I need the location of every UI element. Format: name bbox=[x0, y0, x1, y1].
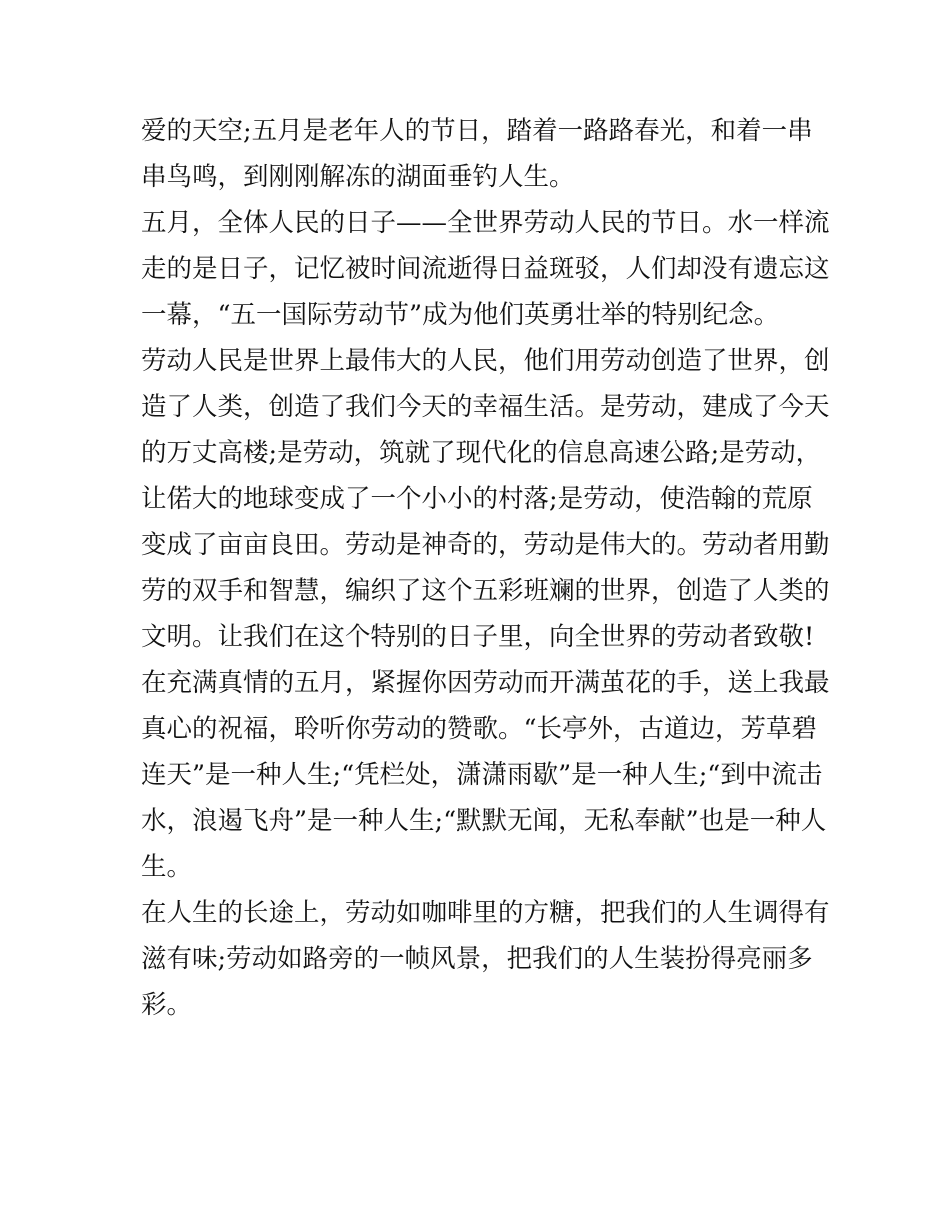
text-line: 串鸟鸣，到刚刚解冻的湖面垂钓人生。 bbox=[141, 162, 575, 192]
text-line: 五月，全体人民的日子——全世界劳动人民的节日。水一样流 bbox=[141, 208, 830, 238]
text-line: 劳动人民是世界上最伟大的人民，他们用劳动创造了世界，创 bbox=[141, 346, 830, 376]
text-line: 变成了亩亩良田。劳动是神奇的，劳动是伟大的。劳动者用勤 bbox=[141, 530, 830, 560]
document-body bbox=[141, 108, 830, 1028]
text-line: 彩。 bbox=[141, 990, 193, 1020]
text-line: 连天”是一种人生;“凭栏处，潇潇雨歇”是一种人生;“到中流击 bbox=[141, 760, 823, 790]
text-line: 生。 bbox=[141, 852, 193, 882]
text-line: 在充满真情的五月，紧握你因劳动而开满茧花的手，送上我最 bbox=[141, 668, 830, 698]
text-line: 走的是日子，记忆被时间流逝得日益斑驳，人们却没有遗忘这 bbox=[141, 254, 830, 284]
text-line: 劳的双手和智慧，编织了这个五彩班斓的世界，创造了人类的 bbox=[141, 576, 830, 606]
text-line: 爱的天空;五月是老年人的节日，踏着一路路春光，和着一串 bbox=[141, 116, 813, 146]
text-line: 造了人类，创造了我们今天的幸福生活。是劳动，建成了今天 bbox=[141, 392, 830, 422]
text-line: 在人生的长途上，劳动如咖啡里的方糖，把我们的人生调得有 bbox=[141, 898, 830, 928]
text-line: 文明。让我们在这个特别的日子里，向全世界的劳动者致敬! bbox=[141, 622, 815, 652]
text-line: 水，浪遏飞舟”是一种人生;“默默无闻，无私奉献”也是一种人 bbox=[141, 806, 827, 836]
text-line: 一幕，“五一国际劳动节”成为他们英勇壮举的特别纪念。 bbox=[141, 300, 780, 330]
text-line: 的万丈高楼;是劳动，筑就了现代化的信息高速公路;是劳动， bbox=[141, 438, 822, 468]
text-line: 滋有味;劳动如路旁的一帧风景，把我们的人生装扮得亮丽多 bbox=[141, 944, 813, 974]
text-line: 真心的祝福，聆听你劳动的赞歌。“长亭外，古道边，芳草碧 bbox=[141, 714, 818, 744]
text-line: 让偌大的地球变成了一个小小的村落;是劳动，使浩翰的荒原 bbox=[141, 484, 813, 514]
